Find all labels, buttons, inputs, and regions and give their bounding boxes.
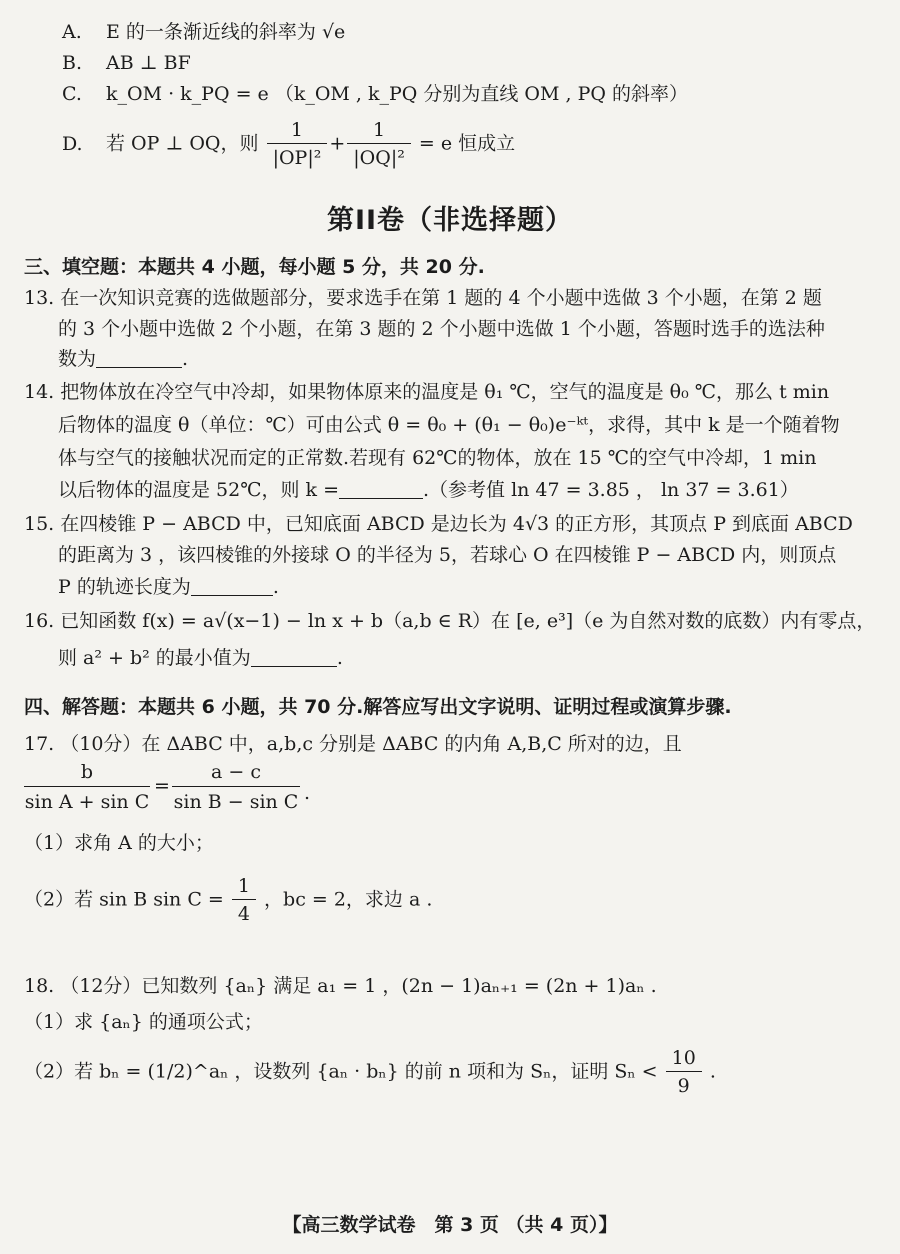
q14-line4: 以后物体的温度是 52℃，则 k = .（参考值 ln 47 = 3.85 ， ln 37 = 3.61） [58, 479, 799, 501]
q17-sub2-fraction: $\frac{1}{4}$ [232, 874, 256, 927]
q18-line1: 18. （12分）已知数列 {aₙ} 满足 a₁ = 1 ，(2n − 1)aₙ₊₁ = (2n + 1)aₙ . [24, 975, 657, 997]
q14-line3: 体与空气的接触状况而定的正常数.若现有 62℃的物体，放在 15 ℃的空气中冷却，1 min [58, 447, 817, 469]
q15-line3: P 的轨迹长度为 . [58, 576, 279, 598]
q15-line1: 15. 在四棱锥 P − ABCD 中，已知底面 ABCD 是边长为 4√3 的正方形，其顶点 P 到底面 ABCD [24, 513, 853, 535]
option-d-fraction-oq: $\frac{1}{\text{|OQ|²}}$ [347, 118, 411, 171]
q18-sub2: （2）若 bₙ = (1/2)^aₙ ，设数列 {aₙ · bₙ} 的前 n 项和为 Sₙ，证明 Sₙ < $\frac{10}{9}$ . [24, 1047, 716, 1097]
q18-sub2-fraction: $\frac{10}{9}$ [666, 1046, 702, 1099]
q17-fraction-left: $\frac{b}{\text{sin A + sin C}}$ [24, 758, 150, 817]
q17-fraction-right: $\frac{a - c}{\text{sin B − sin C}}$ [172, 758, 300, 817]
q14-answer-blank[interactable] [339, 478, 423, 499]
section-4-heading: 四、解答题：本题共 6 小题，共 70 分.解答应写出文字说明、证明过程或演算步骤. [24, 696, 732, 718]
q17-sub2: （2）若 sin B sin C = $\frac{1}{4}$ ，bc = 2，求边 a . [24, 875, 433, 925]
q13-line1: 13. 在一次知识竞赛的选做题部分，要求选手在第 1 题的 4 个小题中选做 3 个小题，在第 2 题 [24, 287, 822, 309]
q16-line1: 16. 已知函数 f(x) = a√(x−1) − ln x + b（a,b ∈ R）在 [e, e³]（e 为自然对数的底数）内有零点， [24, 610, 876, 632]
page-footer: 【高三数学试卷 第 3 页 （共 4 页）】 [282, 1214, 618, 1236]
q18-sub1: （1）求 {aₙ} 的通项公式； [24, 1011, 263, 1033]
option-a: A. E 的一条渐近线的斜率为 √e [62, 21, 346, 43]
option-d-fraction-op: $\frac{1}{\text{|OP|²}}$ [267, 118, 328, 171]
q13-line2: 的 3 个小题中选做 2 个小题，在第 3 题的 2 个小题中选做 1 个小题，答题时选手的选法种 [58, 318, 825, 340]
q17-sub1: （1）求角 A 的大小； [24, 832, 214, 854]
q16-line2: 则 a² + b² 的最小值为 . [58, 647, 343, 669]
q15-line2: 的距离为 3 ，该四棱锥的外接球 O 的半径为 5，若球心 O 在四棱锥 P − ABCD 内，则顶点 [58, 544, 837, 566]
q17-line1: 17. （10分）在 ΔABC 中，a,b,c 分别是 ΔABC 的内角 A,B,C 所对的边，且 [24, 733, 682, 755]
q14-line2: 后物体的温度 θ（单位：℃）可由公式 θ = θ₀ + (θ₁ − θ₀)e⁻ᵏᵗ，求得，其中 k 是一个随着物 [58, 414, 840, 436]
option-b: B. AB ⊥ BF [62, 52, 191, 74]
q14-line1: 14. 把物体放在冷空气中冷却，如果物体原来的温度是 θ₁ ℃，空气的温度是 θ₀ ℃，那么 t min [24, 381, 830, 403]
q17-equals: = [154, 775, 170, 797]
option-c: C. k_OM · k_PQ = e （k_OM , k_PQ 分别为直线 OM , PQ 的斜率） [62, 83, 688, 105]
q13-answer-blank[interactable] [96, 347, 182, 368]
q15-answer-blank[interactable] [191, 575, 273, 596]
section-3-heading: 三、填空题：本题共 4 小题，每小题 5 分，共 20 分. [24, 256, 485, 278]
q16-answer-blank[interactable] [251, 646, 337, 667]
q13-line3: 数为 . [58, 348, 189, 370]
part-title: 第II卷（非选择题） [326, 205, 574, 236]
option-d: D. 若 OP ⊥ OQ，则 $\frac{1}{\text{|OP|²}}$ + $\frac{1}{\text{|OQ|²}}$ = e 恒成立 [62, 119, 516, 169]
q17-period: . [304, 782, 311, 804]
